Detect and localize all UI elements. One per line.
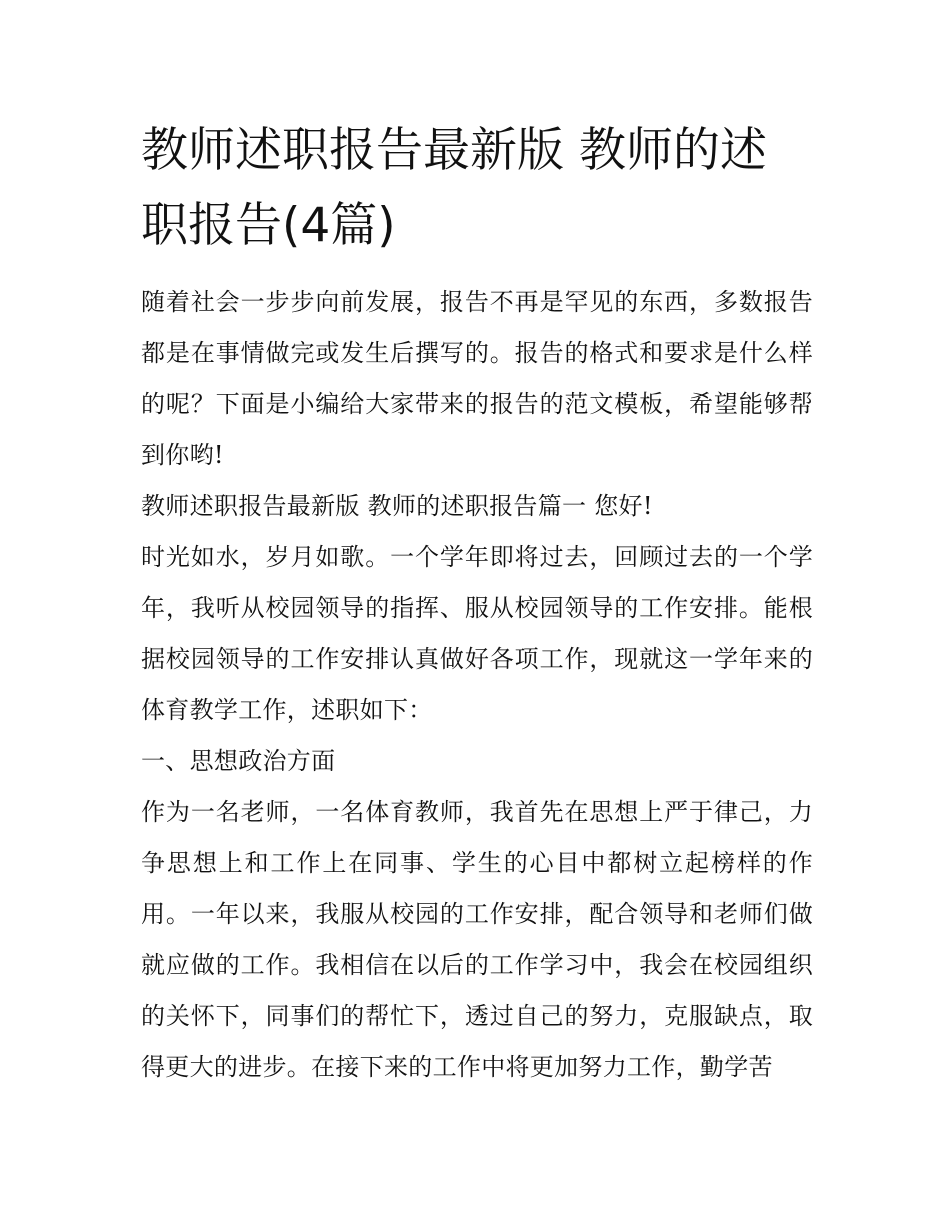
body-paragraph: 作为一名老师，一名体育教师，我首先在思想上严于律己，力争思想上和工作上在同事、学生的心目中都树立起榜样的作用。一年以来，我服从校园的工作安排，配合领导和老师们做就应做的工作。我相信在以后的工作学习中，我会在校园组织的关怀下，同事们的帮忙下，透过自己的努力，克服缺点，取得更大的进步。在接下来的工作中将更加努力工作，勤学苦 <box>141 798 813 1081</box>
intro-paragraph: 随着社会一步步向前发展，报告不再是罕见的东西，多数报告都是在事情做完或发生后撰写的。报告的格式和要求是什么样的呢？下面是小编给大家带来的报告的范文模板，希望能够帮到你哟! <box>141 288 813 469</box>
subsection-heading-ideology: 一、思想政治方面 <box>141 747 336 775</box>
document-title: 教师述职报告最新版 教师的述职报告(4篇) <box>141 123 767 253</box>
section-heading-part-one: 教师述职报告最新版 教师的述职报告篇一 您好! <box>141 492 653 520</box>
document-page <box>141 113 813 1093</box>
body-paragraph: 时光如水，岁月如歌。一个学年即将过去，回顾过去的一个学年，我听从校园领导的指挥、服从校园领导的工作安排。能根据校园领导的工作安排认真做好各项工作，现就这一学年来的体育教学工作，述职如下： <box>141 543 813 724</box>
